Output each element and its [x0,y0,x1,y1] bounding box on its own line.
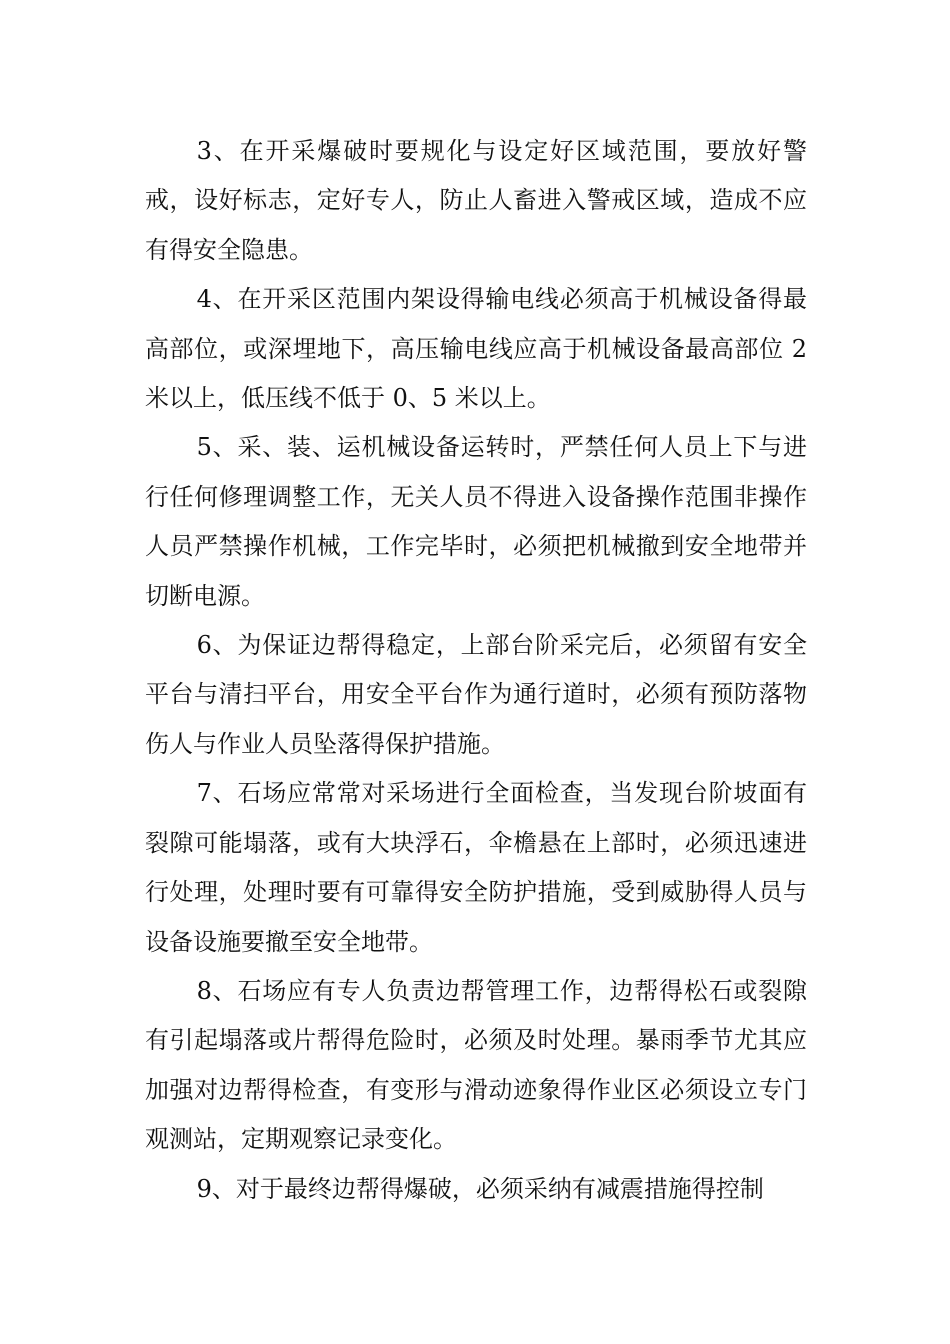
paragraph-8: 8、石场应有专人负责边帮管理工作，边帮得松石或裂隙有引起塌落或片帮得危险时，必须及时处理。暴雨季节尤其应加强对边帮得检查，有变形与滑动迹象得作业区必须设立专门观测站，定期观察记录变化。 [145,976,807,1154]
paragraph-3: 3、在开采爆破时要规化与设定好区域范围，要放好警戒，设好标志，定好专人，防止人畜进入警戒区域，造成不应有得安全隐患。 [145,137,807,264]
document-page [145,127,807,1214]
paragraph-4: 4、在开采区范围内架设得输电线必须高于机械设备得最高部位，或深埋地下，高压输电线应高于机械设备最高部位 2 米以上，低压线不低于 0、5 米以上。 [145,285,807,413]
paragraph-9: 9、对于最终边帮得爆破，必须采纳有减震措施得控制 [196,1174,764,1203]
paragraph-6: 6、为保证边帮得稳定，上部台阶采完后，必须留有安全平台与清扫平台，用安全平台作为通行道时，必须有预防落物伤人与作业人员坠落得保护措施。 [145,631,807,758]
paragraph-7: 7、石场应常常对采场进行全面检查，当发现台阶坡面有裂隙可能塌落，或有大块浮石，伞檐悬在上部时，必须迅速进行处理，处理时要有可靠得安全防护措施，受到威胁得人员与设备设施要撤至安全地带。 [145,779,807,956]
paragraph-5: 5、采、装、运机械设备运转时，严禁任何人员上下与进行任何修理调整工作，无关人员不得进入设备操作范围非操作人员严禁操作机械，工作完毕时，必须把机械撤到安全地带并切断电源。 [145,433,807,610]
